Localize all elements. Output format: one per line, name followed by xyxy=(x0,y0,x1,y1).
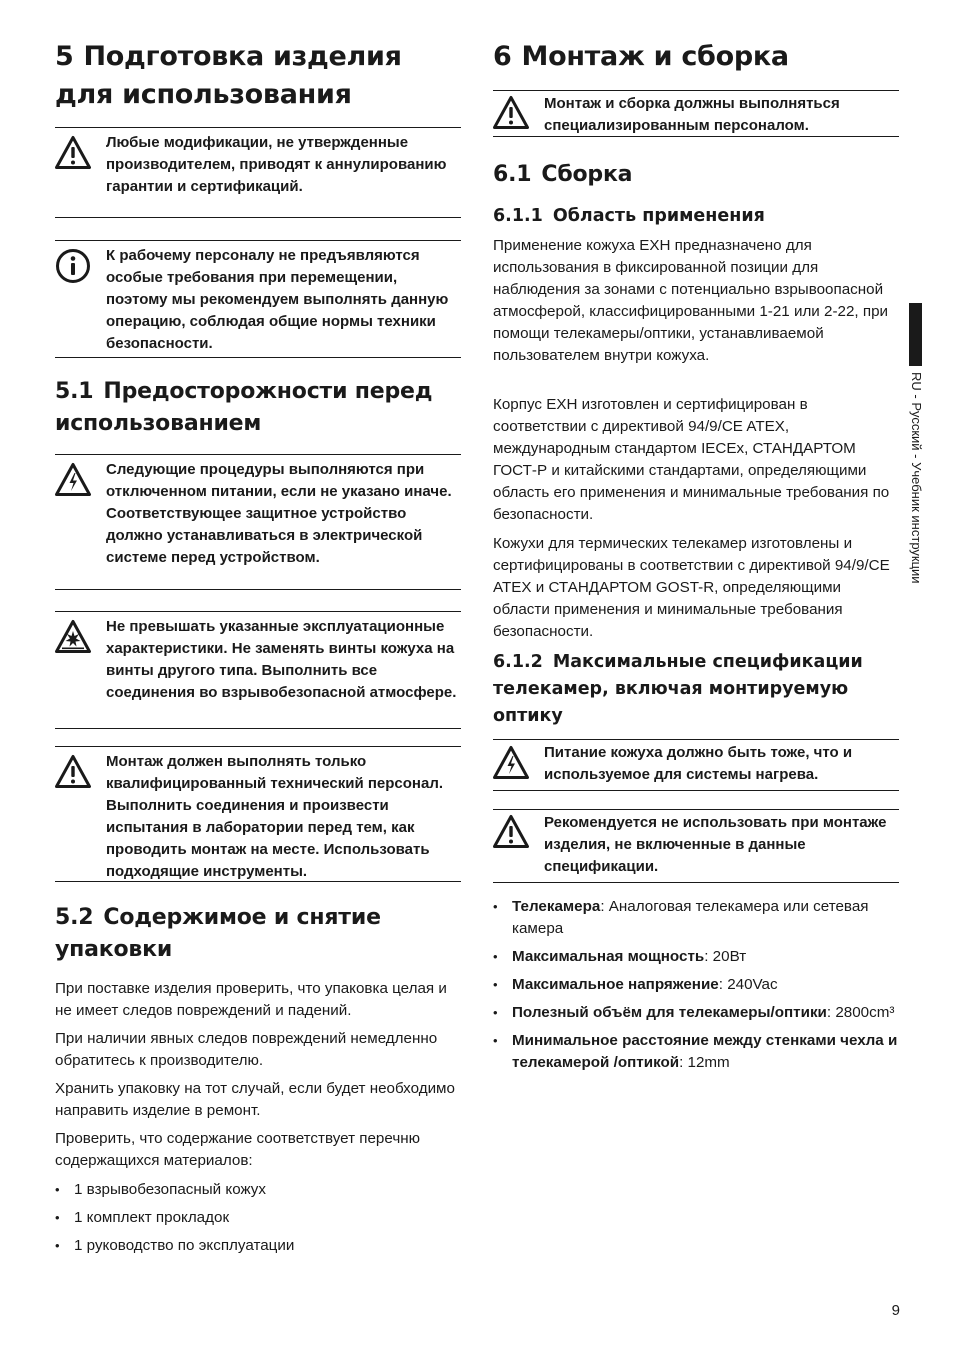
notice-specialized-staff: Монтаж и сборка должны выполняться специализированным персоналом. xyxy=(493,90,899,137)
paragraph-delivery-check: При поставке изделия проверить, что упаковка целая и не имеет следов повреждений и падений. xyxy=(55,980,447,1019)
language-side-label: RU - Русский - Учебник инструкции xyxy=(909,372,924,584)
explosion-hazard-icon xyxy=(55,619,91,655)
contents-list xyxy=(55,1179,461,1257)
language-tab-marker xyxy=(909,303,922,366)
electric-hazard-icon xyxy=(55,462,91,498)
page-number: 9 xyxy=(891,1302,900,1319)
heading-section-5-1: 5.1 Предосторожности перед использованием xyxy=(55,379,433,436)
info-icon xyxy=(55,248,91,284)
paragraph-application: Применение кожуха EXH предназначено для использования в фиксированной позиции для наблюдения за зонами с потенциально взрывоопасной атмосферой, классифицированными 1-21 или 2-22, при помощи телекамеры/оптики, устанавливаемой пользователем внутри кожуха. xyxy=(493,237,888,364)
paragraph-contents-check: Проверить, что содержание соответствует перечню содержащихся материалов: xyxy=(55,1130,421,1169)
spec-useful-volume: • Полезный объём для телекамеры/оптики: 2800cm³ xyxy=(493,1002,899,1024)
paragraph-keep-packaging: Хранить упаковку на тот случай, если будет необходимо направить изделие в ремонт. xyxy=(55,1080,455,1119)
warning-icon xyxy=(55,754,91,790)
notice-heating-power: Питание кожуха должно быть тоже, что и используемое для системы нагрева. xyxy=(493,739,899,791)
heading-section-6-1: 6.1 Сборка xyxy=(493,162,633,187)
heading-section-5: 5 Подготовка изделия для использования xyxy=(55,41,402,110)
notice-info-personnel: К рабочему персоналу не предъявляются особые требования при перемещении, поэтому мы рекомендуем выполнять данную операцию, соблюдая общие нормы техники безопасности. xyxy=(55,240,461,358)
list-item: • 1 руководство по эксплуатации xyxy=(55,1235,461,1257)
warning-icon xyxy=(493,95,529,131)
warning-icon xyxy=(55,135,91,171)
heading-section-6-1-1: 6.1.1 Область применения xyxy=(493,206,765,226)
spec-camera: • Телекамера: Аналоговая телекамера или сетевая камера xyxy=(493,896,899,940)
notice-power-off: Следующие процедуры выполняются при отключенном питании, если не указано иначе. Соответствующее защитное устройство должно устанавливаться в электрической системе перед устройством. xyxy=(55,454,461,590)
heading-section-6: 6 Монтаж и сборка xyxy=(493,41,789,72)
notice-specifications: Рекомендуется не использовать при монтаже изделия, не включенные в данные спецификации. xyxy=(493,809,899,883)
spec-min-distance: • Минимальное расстояние между стенками чехла и телекамерой /оптикой: 12mm xyxy=(493,1030,899,1074)
list-item: • 1 комплект прокладок xyxy=(55,1207,461,1229)
heading-section-5-2: 5.2 Содержимое и снятие упаковки xyxy=(55,905,381,962)
notice-modifications: Любые модификации, не утвержденные производителем, приводят к аннулированию гарантии и сертификаций. xyxy=(55,127,461,218)
list-item: • 1 взрывобезопасный кожух xyxy=(55,1179,461,1201)
notice-qualified-staff: Монтаж должен выполнять только квалифицированный технический персонал. Выполнить соединения и произвести испытания в лаборатории перед тем, как проводить монтаж на месте. Использовать подходящие инструменты. xyxy=(55,746,461,882)
paragraph-thermal-cameras: Кожухи для термических телекамер изготовлены и сертифицированы в соответствии с директивой 94/9/CE ATEX и СТАНДАРТОМ GOST-R, определяющими области применения и минимальные требования безопасности. xyxy=(493,535,890,640)
warning-icon xyxy=(493,814,529,850)
camera-specs-list xyxy=(493,896,899,1074)
spec-max-power: • Максимальная мощность: 20Вт xyxy=(493,946,899,968)
paragraph-damage-contact: При наличии явных следов повреждений немедленно обратитесь к производителю. xyxy=(55,1030,438,1069)
spec-max-voltage: • Максимальное напряжение: 240Vac xyxy=(493,974,899,996)
heading-section-6-1-2: 6.1.2 Максимальные спецификации телекамер, включая монтируемую оптику xyxy=(493,652,863,726)
paragraph-certification: Корпус EXH изготовлен и сертифицирован в соответствии с директивой 94/9/CE ATEX, международным стандартом IECEx, СТАНДАРТОМ ГОСТ-Р и китайскими стандартами, определяющими область его применения и минимальные требования по безопасности. xyxy=(493,396,890,523)
electric-hazard-icon xyxy=(493,745,529,781)
notice-explosive-atmosphere: Не превышать указанные эксплуатационные характеристики. Не заменять винты кожуха на винты другого типа. Выполнить все соединения во взрывобезопасной атмосфере. xyxy=(55,611,461,729)
